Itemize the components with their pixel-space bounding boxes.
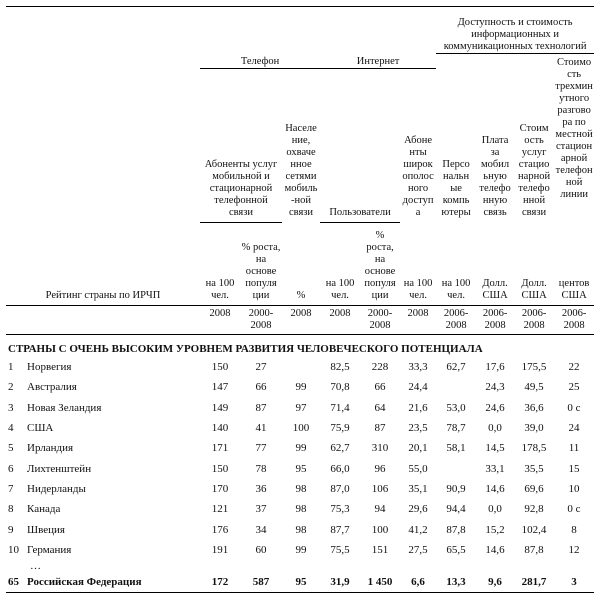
value-cell: 3 xyxy=(571,576,577,589)
population-covered-header: Населе ние, охваче нное сетями мобиль -ной связи xyxy=(284,123,318,218)
value-cell xyxy=(436,377,476,397)
value-cell: 49,5 xyxy=(524,381,544,394)
unit-cell: Долл. США xyxy=(514,222,554,306)
value-cell: 36,6 xyxy=(524,401,544,414)
value-cell: 24,3 xyxy=(485,381,505,394)
table-row xyxy=(6,499,594,519)
value-cell: 27,5 xyxy=(408,543,428,556)
value-cell: 178,5 xyxy=(521,442,547,455)
rank-cell: 1 xyxy=(8,361,14,374)
value-cell: 36 xyxy=(255,482,267,495)
ict-access-table xyxy=(6,6,594,361)
value-cell: 147 xyxy=(211,381,229,394)
value-cell: 82,5 xyxy=(330,361,350,374)
value-cell: 13,3 xyxy=(446,576,466,589)
call-cost-header: Стоимо сть трехмин утного разгово ра по местной стацион арной телефон ной линии xyxy=(555,57,593,200)
broadband-header: Абоне нты широк ополос ного доступ а xyxy=(402,135,434,218)
value-cell: 150 xyxy=(211,361,229,374)
value-cell: 149 xyxy=(211,401,229,414)
table-row xyxy=(6,398,594,418)
value-cell: 62,7 xyxy=(446,361,466,374)
value-cell: 98 xyxy=(295,523,307,536)
value-cell: 66 xyxy=(374,381,386,394)
year-cell: 2008 xyxy=(282,306,320,335)
country-cell: Австралия xyxy=(27,381,77,394)
value-cell: 24,6 xyxy=(485,401,505,414)
year-cell: 2008 xyxy=(200,306,240,335)
value-cell xyxy=(282,357,320,377)
value-cell: 75,3 xyxy=(330,503,350,516)
value-cell: 66,0 xyxy=(330,462,350,475)
country-cell: Канада xyxy=(27,503,61,516)
value-cell: 31,9 xyxy=(330,576,350,589)
value-cell: 75,9 xyxy=(330,422,350,435)
rank-cell: 7 xyxy=(8,482,14,495)
country-cell: Ирландия xyxy=(27,442,74,455)
pc-header: Персо нальн ые компь ютеры xyxy=(441,159,471,218)
value-cell: 14,6 xyxy=(485,482,505,495)
value-cell: 1 450 xyxy=(367,576,393,589)
value-cell: 98 xyxy=(295,503,307,516)
group-internet-header: Интернет xyxy=(320,54,436,69)
value-cell: 0 c xyxy=(567,503,581,516)
value-cell: 58,1 xyxy=(446,442,466,455)
table-row xyxy=(6,438,594,458)
value-cell: 87,0 xyxy=(330,482,350,495)
section-title: СТРАНЫ С ОЧЕНЬ ВЫСОКИМ УРОВНЕМ РАЗВИТИЯ ЧЕЛОВЕЧЕСКОГО ПОТЕНЦИАЛА xyxy=(8,343,483,355)
value-cell: 99 xyxy=(295,543,307,556)
year-cell: 2006-2008 xyxy=(476,306,514,335)
rank-cell: 2 xyxy=(8,381,14,394)
unit-cell: на 100 чел. xyxy=(436,222,476,306)
value-cell: 281,7 xyxy=(521,576,547,589)
value-cell: 14,5 xyxy=(485,442,505,455)
value-cell: 53,0 xyxy=(446,401,466,414)
value-cell: 64 xyxy=(374,401,386,414)
rank-cell: 9 xyxy=(8,523,14,536)
unit-cell: центов США xyxy=(554,222,594,306)
value-cell: 96 xyxy=(374,462,386,475)
value-cell: 69,6 xyxy=(524,482,544,495)
value-cell: 25 xyxy=(568,381,580,394)
value-cell: 121 xyxy=(211,503,229,516)
value-cell: 17,6 xyxy=(485,361,505,374)
value-cell: 24,4 xyxy=(408,381,428,394)
year-cell: 2008 xyxy=(400,306,436,335)
value-cell: 172 xyxy=(211,576,229,589)
year-cell: 2006-2008 xyxy=(436,306,476,335)
rank-cell: 4 xyxy=(8,422,14,435)
unit-cell: на 100 чел. xyxy=(400,222,436,306)
country-cell: Германия xyxy=(27,543,72,556)
ellipsis-row xyxy=(6,560,594,572)
unit-cell: Долл. США xyxy=(476,222,514,306)
unit-cell: % роста, на основе популя ции xyxy=(360,222,400,306)
value-cell: 228 xyxy=(371,361,389,374)
value-cell: 77 xyxy=(255,442,267,455)
value-cell: 41,2 xyxy=(408,523,428,536)
ellipsis: … xyxy=(30,559,41,572)
value-cell: 78,7 xyxy=(446,422,466,435)
value-cell: 35,1 xyxy=(408,482,428,495)
value-cell: 27 xyxy=(255,361,267,374)
users-header: Пользователи xyxy=(320,68,400,222)
rank-cell: 6 xyxy=(8,462,14,475)
value-cell: 12 xyxy=(568,543,580,556)
table-row xyxy=(6,357,594,377)
country-cell: Российская Федерация xyxy=(27,576,142,589)
value-cell: 62,7 xyxy=(330,442,350,455)
value-cell: 33,1 xyxy=(485,462,505,475)
rank-cell: 10 xyxy=(8,543,19,556)
rank-cell: 65 xyxy=(8,576,19,589)
value-cell: 11 xyxy=(568,442,580,455)
value-cell: 14,6 xyxy=(485,543,505,556)
value-cell: 92,8 xyxy=(524,503,544,516)
value-cell: 22 xyxy=(568,361,580,374)
table-row xyxy=(6,479,594,499)
country-cell: Лихтенштейн xyxy=(27,462,92,475)
value-cell: 6,6 xyxy=(411,576,425,589)
unit-cell: на 100 чел. xyxy=(200,222,240,306)
group-ict-header: Доступность и стоимость информационных и коммуникационных технологий xyxy=(436,7,594,54)
rank-cell: 5 xyxy=(8,442,14,455)
value-cell: 97 xyxy=(295,401,307,414)
value-cell: 37 xyxy=(255,503,267,516)
value-cell: 587 xyxy=(252,576,270,589)
value-cell xyxy=(436,458,476,478)
unit-cell: на 100 чел. xyxy=(320,222,360,306)
value-cell: 41 xyxy=(255,422,267,435)
value-cell: 33,3 xyxy=(408,361,428,374)
value-cell: 106 xyxy=(371,482,389,495)
value-cell: 66 xyxy=(255,381,267,394)
value-cell: 94 xyxy=(374,503,386,516)
value-cell: 99 xyxy=(295,442,307,455)
value-cell: 29,6 xyxy=(408,503,428,516)
value-cell: 99 xyxy=(295,381,307,394)
value-cell: 87,7 xyxy=(330,523,350,536)
value-cell: 8 xyxy=(571,523,577,536)
value-cell: 35,5 xyxy=(524,462,544,475)
value-cell: 15,2 xyxy=(485,523,505,536)
value-cell: 98 xyxy=(295,482,307,495)
value-cell: 24 xyxy=(568,422,580,435)
value-cell: 39,0 xyxy=(524,422,544,435)
value-cell: 15 xyxy=(568,462,580,475)
value-cell: 94,4 xyxy=(446,503,466,516)
value-cell: 175,5 xyxy=(521,361,547,374)
value-cell: 95 xyxy=(295,576,307,589)
rank-cell: 3 xyxy=(8,401,14,414)
value-cell: 55,0 xyxy=(408,462,428,475)
mobile-fee-header: Плата за мобил ьную телефо нную связь xyxy=(479,135,511,218)
value-cell: 87,8 xyxy=(524,543,544,556)
value-cell: 87 xyxy=(255,401,267,414)
year-cell: 2006-2008 xyxy=(554,306,594,335)
value-cell: 310 xyxy=(371,442,389,455)
value-cell: 21,6 xyxy=(408,401,428,414)
year-cell: 2008 xyxy=(320,306,360,335)
value-cell: 100 xyxy=(371,523,389,536)
country-cell: США xyxy=(27,422,54,435)
value-cell: 20,1 xyxy=(408,442,428,455)
country-cell: Норвегия xyxy=(27,361,72,374)
table-row xyxy=(6,458,594,478)
rank-label: Рейтинг страны по ИРЧП xyxy=(6,222,200,306)
value-cell: 10 xyxy=(568,482,580,495)
unit-cell: % xyxy=(282,222,320,306)
table-row xyxy=(6,377,594,397)
value-cell: 71,4 xyxy=(330,401,350,414)
value-cell: 75,5 xyxy=(330,543,350,556)
value-cell: 78 xyxy=(255,462,267,475)
year-cell: 2000-2008 xyxy=(240,306,282,335)
value-cell: 65,5 xyxy=(446,543,466,556)
value-cell: 102,4 xyxy=(521,523,547,536)
unit-cell: % роста, на основе популя ции xyxy=(240,222,282,306)
year-cell: 2000-2008 xyxy=(360,306,400,335)
value-cell: 34 xyxy=(255,523,267,536)
value-cell: 191 xyxy=(211,543,229,556)
value-cell: 171 xyxy=(211,442,229,455)
table-row xyxy=(6,519,594,539)
group-phone-header: Телефон xyxy=(200,54,320,69)
country-cell: Швеция xyxy=(27,523,65,536)
table-row xyxy=(6,540,594,560)
value-cell: 9,6 xyxy=(488,576,502,589)
country-rows xyxy=(6,357,594,593)
country-cell: Новая Зеландия xyxy=(27,401,102,414)
value-cell: 60 xyxy=(255,543,267,556)
value-cell: 170 xyxy=(211,482,229,495)
value-cell: 90,9 xyxy=(446,482,466,495)
value-cell: 176 xyxy=(211,523,229,536)
value-cell: 0,0 xyxy=(488,503,502,516)
value-cell: 151 xyxy=(371,543,389,556)
value-cell: 70,8 xyxy=(330,381,350,394)
rank-cell: 8 xyxy=(8,503,14,516)
value-cell: 0,0 xyxy=(488,422,502,435)
value-cell: 140 xyxy=(211,422,229,435)
value-cell: 150 xyxy=(211,462,229,475)
subscribers-header: Абоненты услуг мобильной и стационарной телефонной связи xyxy=(200,68,282,222)
fixed-cost-header: Стоим ость услуг стацио нарной телефо нной связи xyxy=(518,123,551,218)
value-cell: 100 xyxy=(292,422,310,435)
value-cell: 95 xyxy=(295,462,307,475)
table-row xyxy=(6,418,594,438)
value-cell: 87,8 xyxy=(446,523,466,536)
year-cell: 2006-2008 xyxy=(514,306,554,335)
table-row-russia xyxy=(6,572,594,593)
value-cell: 0 c xyxy=(567,401,581,414)
value-cell: 87 xyxy=(374,422,386,435)
value-cell: 23,5 xyxy=(408,422,428,435)
country-cell: Нидерланды xyxy=(27,482,86,495)
